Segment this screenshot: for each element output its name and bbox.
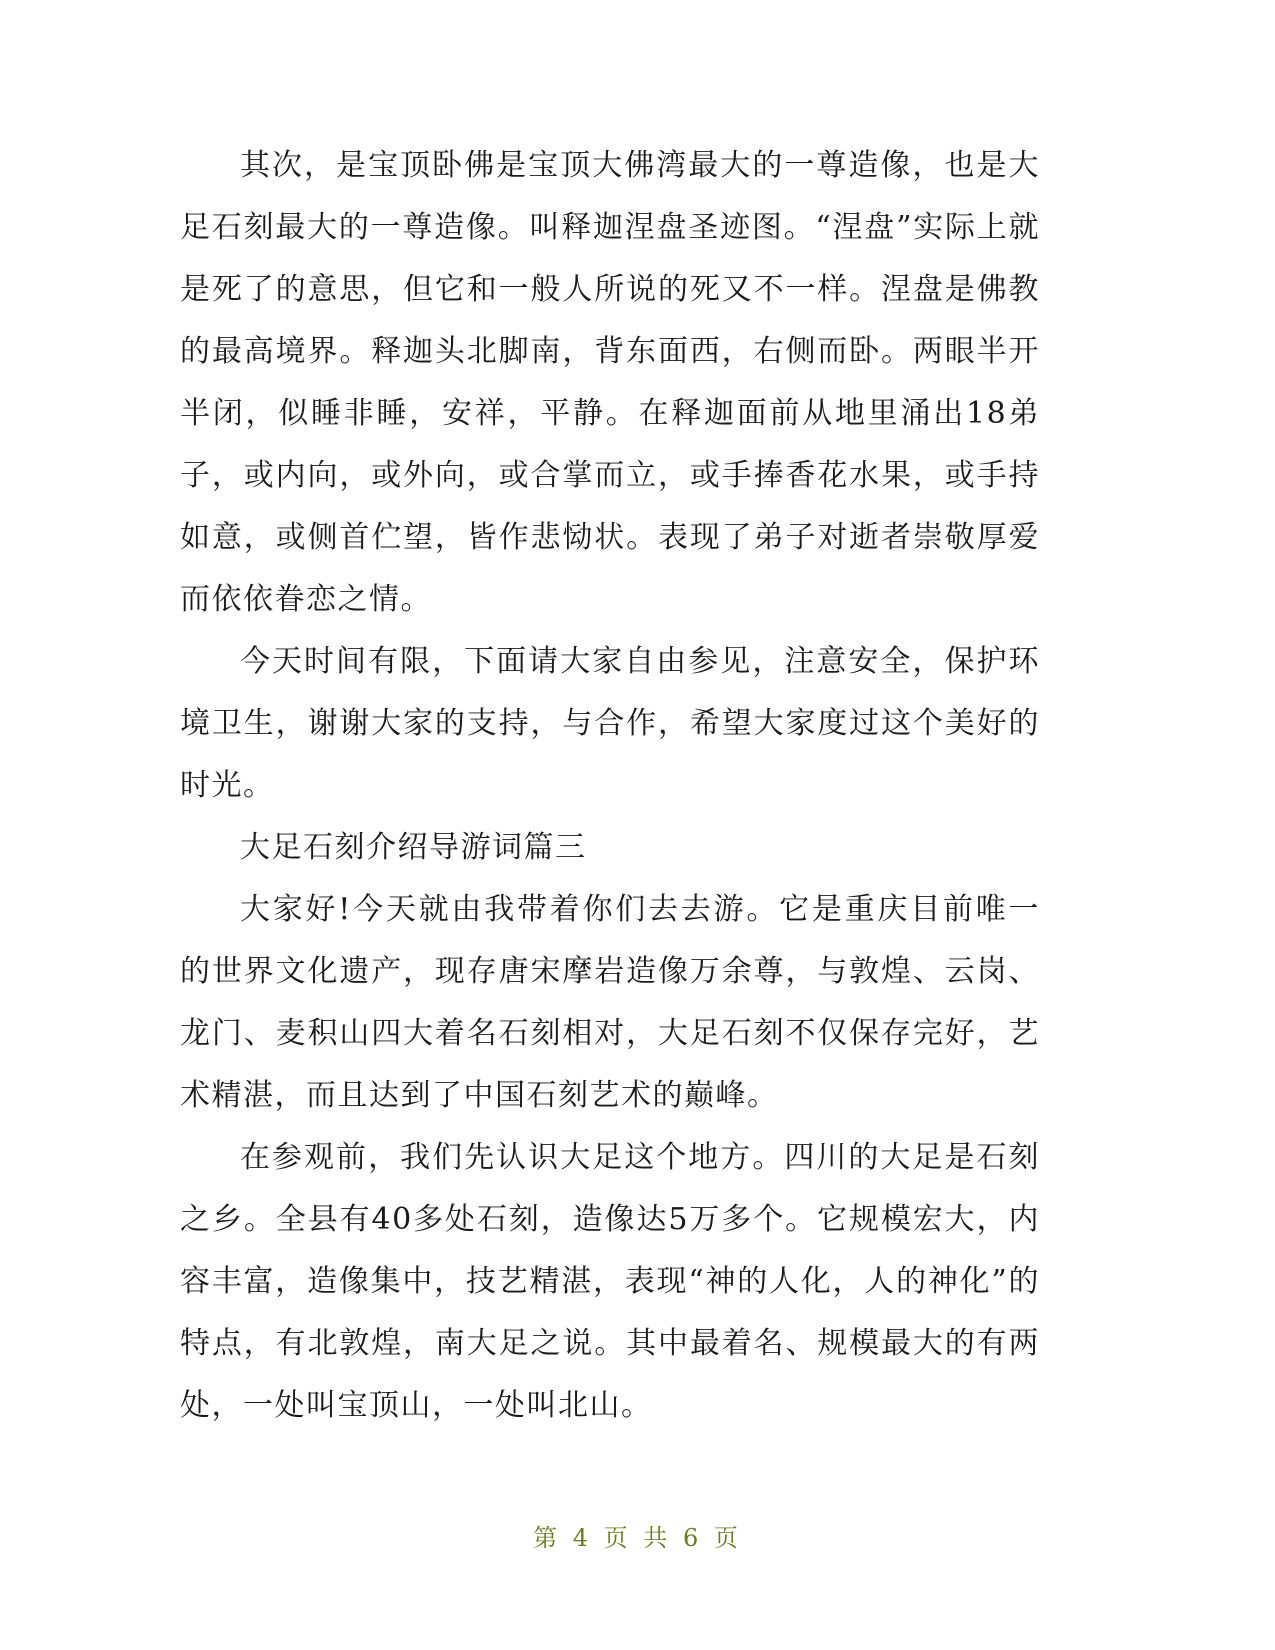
paragraph-closing-remarks: 今天时间有限，下面请大家自由参见，注意安全，保护环境卫生，谢谢大家的支持，与合作，希望大家度过这个美好的时光。 — [180, 644, 1040, 803]
paragraph-dazu-intro: 在参观前，我们先认识大足这个地方。四川的大足是石刻之乡。全县有40多处石刻，造像达5万多个。它规模宏大，内容丰富，造像集中，技艺精湛，表现“神的人化，人的神化”的特点，有北敦煌，南大足之说。其中最着名、规模最大的有两处，一处叫宝顶山，一处叫北山。 — [180, 1140, 1040, 1423]
paragraph-greeting: 大家好!今天就由我带着你们去去游。它是重庆目前唯一的世界文化遗产，现存唐宋摩岩造像万余尊，与敦煌、云岗、龙门、麦积山四大着名石刻相对，大足石刻不仅保存完好，艺术精湛，而且达到了中国石刻艺术的巅峰。 — [180, 892, 1040, 1113]
section-heading: 大足石刻介绍导游词篇三 — [240, 830, 587, 865]
paragraph-reclining-buddha: 其次，是宝顶卧佛是宝顶大佛湾最大的一尊造像，也是大足石刻最大的一尊造像。叫释迦涅盘圣迹图。“涅盘”实际上就是死了的意思，但它和一般人所说的死又不一样。涅盘是佛教的最高境界。释迦头北脚南，背东面西，右侧而卧。两眼半开半闭，似睡非睡，安祥，平静。在释迦面前从地里涌出18弟子，或内向，或外向，或合掌而立，或手捧香花水果，或手持如意，或侧首伫望，皆作悲恸状。表现了弟子对逝者崇敬厚爱而依依眷恋之情。 — [180, 148, 1040, 617]
document-body — [180, 135, 1040, 1437]
page-number-footer: 第 4 页 共 6 页 — [533, 1524, 742, 1552]
